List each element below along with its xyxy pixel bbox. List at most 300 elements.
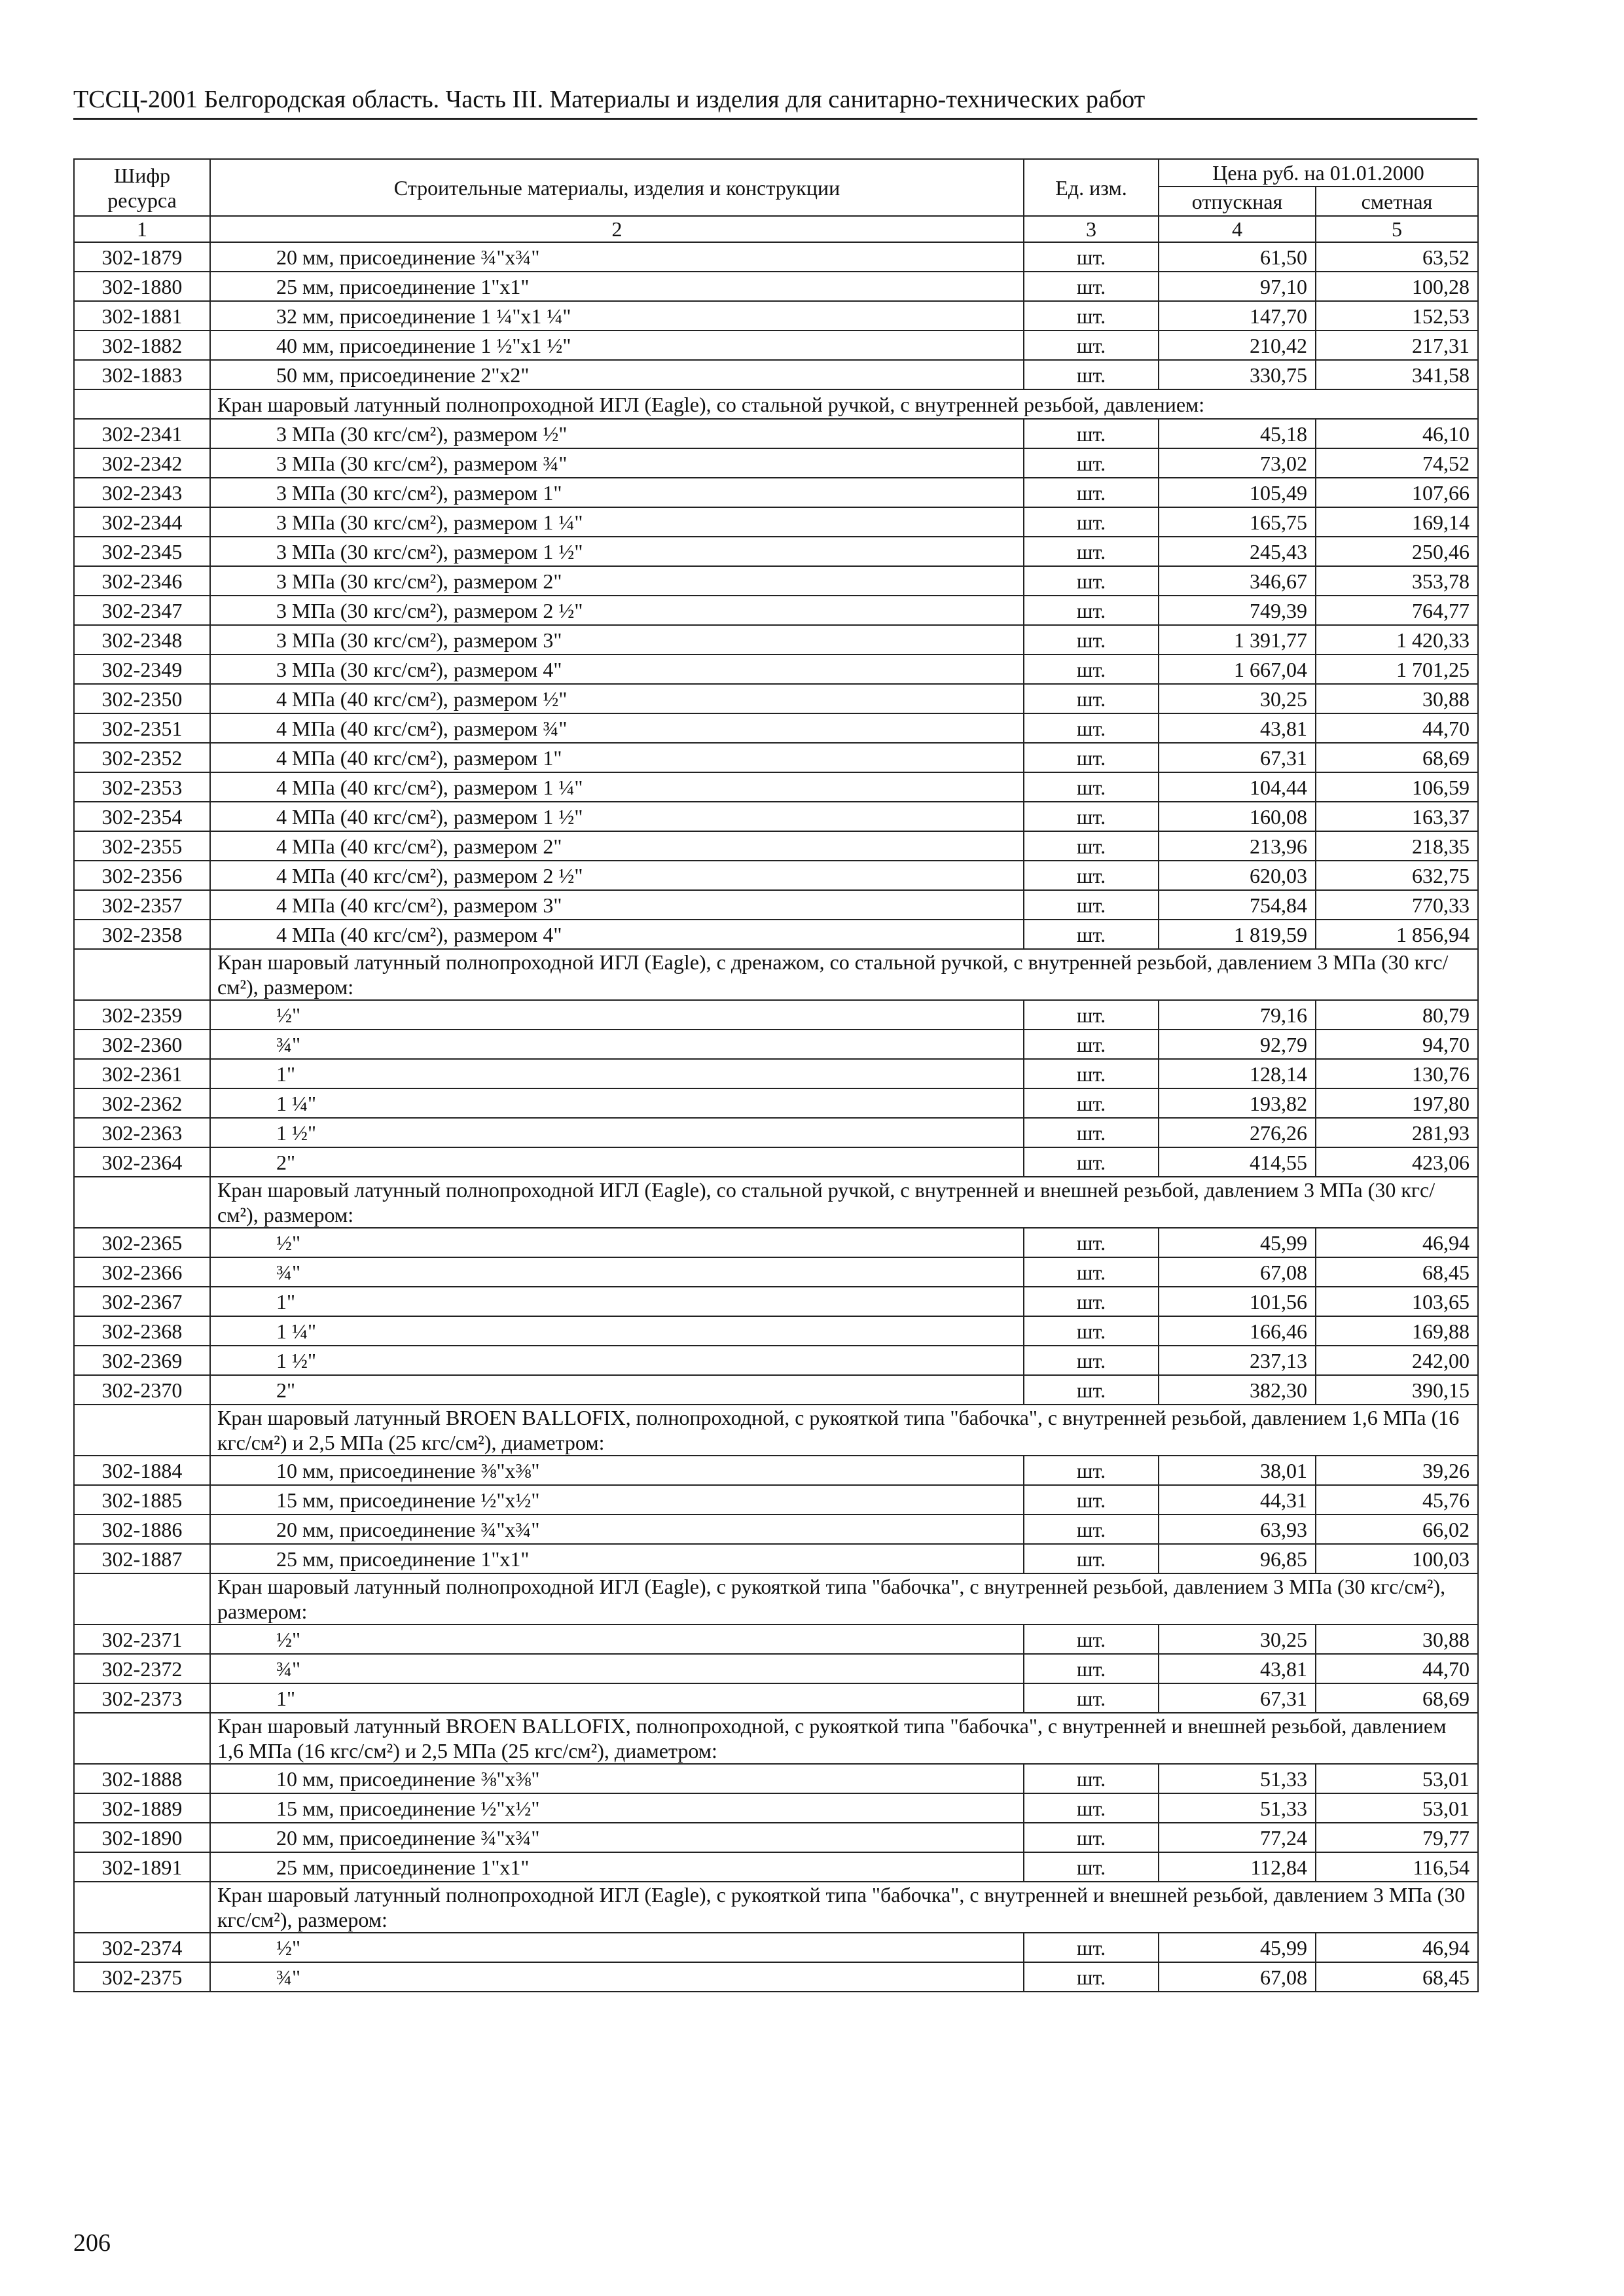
release-price-cell: 276,26 xyxy=(1159,1118,1316,1147)
page-number: 206 xyxy=(73,2229,111,2257)
table-row xyxy=(74,890,1478,920)
release-price-cell: 73,02 xyxy=(1159,448,1316,478)
resource-code-cell: 302-2365 xyxy=(74,1228,210,1257)
release-price-cell: 1 819,59 xyxy=(1159,920,1316,949)
group-title: Кран шаровый латунный полнопроходной ИГЛ (Eagle), с рукояткой типа "бабочка", с внутренней и внешней резьбой, давлением 3 МПа (30 кгс/см²), размером: xyxy=(210,1882,1478,1933)
release-price-cell: 749,39 xyxy=(1159,596,1316,625)
table-row xyxy=(74,1823,1478,1852)
col-header-release-price: отпускная xyxy=(1159,187,1316,216)
release-price-cell: 128,14 xyxy=(1159,1059,1316,1088)
estimate-price-cell: 30,88 xyxy=(1316,1624,1478,1654)
estimate-price-cell: 163,37 xyxy=(1316,802,1478,831)
estimate-price-cell: 46,94 xyxy=(1316,1933,1478,1962)
col-number-5: 5 xyxy=(1316,216,1478,242)
table-row xyxy=(74,861,1478,890)
group-title: Кран шаровый латунный полнопроходной ИГЛ (Eagle), с рукояткой типа "бабочка", с внутренней резьбой, давлением 3 МПа (30 кгс/см²), размером: xyxy=(210,1573,1478,1624)
estimate-price-cell: 68,45 xyxy=(1316,1257,1478,1287)
release-price-cell: 166,46 xyxy=(1159,1316,1316,1346)
resource-code-cell: 302-2346 xyxy=(74,566,210,596)
table-row xyxy=(74,1624,1478,1654)
material-name-cell: 25 мм, присоединение 1"х1" xyxy=(210,272,1024,301)
group-header-row xyxy=(74,1713,1478,1764)
material-name-cell: ½" xyxy=(210,1933,1024,1962)
material-name-cell: 1" xyxy=(210,1683,1024,1713)
estimate-price-cell: 68,69 xyxy=(1316,1683,1478,1713)
estimate-price-cell: 30,88 xyxy=(1316,684,1478,713)
unit-cell: шт. xyxy=(1024,1624,1159,1654)
table-row xyxy=(74,1228,1478,1257)
estimate-price-cell: 45,76 xyxy=(1316,1485,1478,1515)
material-name-cell: 2" xyxy=(210,1375,1024,1405)
unit-cell: шт. xyxy=(1024,1088,1159,1118)
table-row xyxy=(74,596,1478,625)
estimate-price-cell: 353,78 xyxy=(1316,566,1478,596)
material-name-cell: 4 МПа (40 кгс/см²), размером 2 ½" xyxy=(210,861,1024,890)
table-row xyxy=(74,566,1478,596)
table-row xyxy=(74,743,1478,772)
resource-code-cell: 302-2349 xyxy=(74,655,210,684)
table-row xyxy=(74,1793,1478,1823)
unit-cell: шт. xyxy=(1024,1515,1159,1544)
material-name-cell: ¾" xyxy=(210,1962,1024,1992)
resource-code-cell: 302-2354 xyxy=(74,802,210,831)
estimate-price-cell: 46,94 xyxy=(1316,1228,1478,1257)
estimate-price-cell: 68,69 xyxy=(1316,743,1478,772)
table-row xyxy=(74,272,1478,301)
release-price-cell: 61,50 xyxy=(1159,242,1316,272)
estimate-price-cell: 130,76 xyxy=(1316,1059,1478,1088)
material-name-cell: 25 мм, присоединение 1"х1" xyxy=(210,1852,1024,1882)
release-price-cell: 77,24 xyxy=(1159,1823,1316,1852)
resource-code-cell: 302-1890 xyxy=(74,1823,210,1852)
material-name-cell: 3 МПа (30 кгс/см²), размером 3" xyxy=(210,625,1024,655)
release-price-cell: 43,81 xyxy=(1159,713,1316,743)
resource-code-cell: 302-2350 xyxy=(74,684,210,713)
release-price-cell: 45,99 xyxy=(1159,1933,1316,1962)
table-row xyxy=(74,1118,1478,1147)
unit-cell: шт. xyxy=(1024,1823,1159,1852)
material-name-cell: 4 МПа (40 кгс/см²), размером 1" xyxy=(210,743,1024,772)
release-price-cell: 45,18 xyxy=(1159,419,1316,448)
col-number-3: 3 xyxy=(1024,216,1159,242)
group-header-row xyxy=(74,389,1478,419)
material-name-cell: 4 МПа (40 кгс/см²), размером 3" xyxy=(210,890,1024,920)
col-number-1: 1 xyxy=(74,216,210,242)
group-title: Кран шаровый латунный полнопроходной ИГЛ (Eagle), со стальной ручкой, с внутренней и внешней резьбой, давлением 3 МПа (30 кгс/см²), размером: xyxy=(210,1177,1478,1228)
resource-code-cell: 302-2355 xyxy=(74,831,210,861)
resource-code-cell: 302-2352 xyxy=(74,743,210,772)
table-row xyxy=(74,1257,1478,1287)
unit-cell: шт. xyxy=(1024,1147,1159,1177)
resource-code-cell: 302-2341 xyxy=(74,419,210,448)
resource-code-cell: 302-1889 xyxy=(74,1793,210,1823)
unit-cell: шт. xyxy=(1024,301,1159,331)
unit-cell: шт. xyxy=(1024,684,1159,713)
estimate-price-cell: 53,01 xyxy=(1316,1764,1478,1793)
estimate-price-cell: 169,88 xyxy=(1316,1316,1478,1346)
estimate-price-cell: 106,59 xyxy=(1316,772,1478,802)
estimate-price-cell: 53,01 xyxy=(1316,1793,1478,1823)
estimate-price-cell: 281,93 xyxy=(1316,1118,1478,1147)
unit-cell: шт. xyxy=(1024,1118,1159,1147)
release-price-cell: 96,85 xyxy=(1159,1544,1316,1573)
release-price-cell: 210,42 xyxy=(1159,331,1316,360)
release-price-cell: 67,31 xyxy=(1159,1683,1316,1713)
col-header-unit: Ед. изм. xyxy=(1024,159,1159,216)
material-name-cell: ½" xyxy=(210,1624,1024,1654)
resource-code-cell: 302-2366 xyxy=(74,1257,210,1287)
price-table-body xyxy=(74,242,1478,1992)
resource-code-cell: 302-2343 xyxy=(74,478,210,507)
material-name-cell: 25 мм, присоединение 1"х1" xyxy=(210,1544,1024,1573)
unit-cell: шт. xyxy=(1024,242,1159,272)
material-name-cell: 3 МПа (30 кгс/см²), размером 4" xyxy=(210,655,1024,684)
page-header-title: ТССЦ-2001 Белгородская область. Часть III. Материалы и изделия для санитарно-технических работ xyxy=(73,86,1146,113)
resource-code-cell: 302-2367 xyxy=(74,1287,210,1316)
estimate-price-cell: 764,77 xyxy=(1316,596,1478,625)
estimate-price-cell: 1 856,94 xyxy=(1316,920,1478,949)
table-row xyxy=(74,655,1478,684)
table-row xyxy=(74,1485,1478,1515)
resource-code-cell: 302-2372 xyxy=(74,1654,210,1683)
estimate-price-cell: 44,70 xyxy=(1316,1654,1478,1683)
estimate-price-cell: 423,06 xyxy=(1316,1147,1478,1177)
resource-code-cell: 302-1888 xyxy=(74,1764,210,1793)
resource-code-cell: 302-2358 xyxy=(74,920,210,949)
release-price-cell: 105,49 xyxy=(1159,478,1316,507)
table-row xyxy=(74,242,1478,272)
unit-cell: шт. xyxy=(1024,1485,1159,1515)
resource-code-cell: 302-2375 xyxy=(74,1962,210,1992)
material-name-cell: ¾" xyxy=(210,1654,1024,1683)
material-name-cell: 4 МПа (40 кгс/см²), размером 1 ¼" xyxy=(210,772,1024,802)
resource-code-cell: 302-1886 xyxy=(74,1515,210,1544)
estimate-price-cell: 1 701,25 xyxy=(1316,655,1478,684)
col-header-name: Строительные материалы, изделия и конструкции xyxy=(210,159,1024,216)
table-row xyxy=(74,448,1478,478)
release-price-cell: 104,44 xyxy=(1159,772,1316,802)
estimate-price-cell: 80,79 xyxy=(1316,1000,1478,1030)
group-code-cell xyxy=(74,1405,210,1456)
table-row xyxy=(74,1764,1478,1793)
material-name-cell: 15 мм, присоединение ½"х½" xyxy=(210,1793,1024,1823)
material-name-cell: 4 МПа (40 кгс/см²), размером ½" xyxy=(210,684,1024,713)
unit-cell: шт. xyxy=(1024,1962,1159,1992)
table-row xyxy=(74,1933,1478,1962)
material-name-cell: 3 МПа (30 кгс/см²), размером ¾" xyxy=(210,448,1024,478)
resource-code-cell: 302-2357 xyxy=(74,890,210,920)
release-price-cell: 346,67 xyxy=(1159,566,1316,596)
material-name-cell: 3 МПа (30 кгс/см²), размером 2" xyxy=(210,566,1024,596)
unit-cell: шт. xyxy=(1024,1852,1159,1882)
table-row xyxy=(74,1088,1478,1118)
material-name-cell: ½" xyxy=(210,1000,1024,1030)
resource-code-cell: 302-1884 xyxy=(74,1456,210,1485)
estimate-price-cell: 44,70 xyxy=(1316,713,1478,743)
price-table xyxy=(73,158,1479,1992)
resource-code-cell: 302-2356 xyxy=(74,861,210,890)
release-price-cell: 45,99 xyxy=(1159,1228,1316,1257)
group-title: Кран шаровый латунный полнопроходной ИГЛ (Eagle), со стальной ручкой, с внутренней резьбой, давлением: xyxy=(210,389,1478,419)
unit-cell: шт. xyxy=(1024,448,1159,478)
release-price-cell: 67,08 xyxy=(1159,1257,1316,1287)
resource-code-cell: 302-1880 xyxy=(74,272,210,301)
material-name-cell: 1 ¼" xyxy=(210,1088,1024,1118)
resource-code-cell: 302-2373 xyxy=(74,1683,210,1713)
table-row xyxy=(74,507,1478,537)
estimate-price-cell: 94,70 xyxy=(1316,1030,1478,1059)
material-name-cell: 3 МПа (30 кгс/см²), размером ½" xyxy=(210,419,1024,448)
table-row xyxy=(74,1456,1478,1485)
release-price-cell: 67,08 xyxy=(1159,1962,1316,1992)
table-row xyxy=(74,1030,1478,1059)
group-header-row xyxy=(74,1573,1478,1624)
release-price-cell: 237,13 xyxy=(1159,1346,1316,1375)
resource-code-cell: 302-2374 xyxy=(74,1933,210,1962)
resource-code-cell: 302-2371 xyxy=(74,1624,210,1654)
resource-code-cell: 302-1881 xyxy=(74,301,210,331)
col-header-estimate-price: сметная xyxy=(1316,187,1478,216)
resource-code-cell: 302-1891 xyxy=(74,1852,210,1882)
header-divider xyxy=(73,118,1477,120)
table-row xyxy=(74,1683,1478,1713)
unit-cell: шт. xyxy=(1024,1287,1159,1316)
release-price-cell: 51,33 xyxy=(1159,1764,1316,1793)
material-name-cell: 3 МПа (30 кгс/см²), размером 1" xyxy=(210,478,1024,507)
group-code-cell xyxy=(74,1177,210,1228)
material-name-cell: 4 МПа (40 кгс/см²), размером 1 ½" xyxy=(210,802,1024,831)
release-price-cell: 245,43 xyxy=(1159,537,1316,566)
col-header-price: Цена руб. на 01.01.2000 xyxy=(1159,159,1478,187)
material-name-cell: 2" xyxy=(210,1147,1024,1177)
material-name-cell: 1 ¼" xyxy=(210,1316,1024,1346)
group-header-row xyxy=(74,1177,1478,1228)
material-name-cell: 20 мм, присоединение ¾"х¾" xyxy=(210,1823,1024,1852)
unit-cell: шт. xyxy=(1024,1683,1159,1713)
table-row xyxy=(74,419,1478,448)
col-header-code: Шифр ресурса xyxy=(74,159,210,216)
release-price-cell: 330,75 xyxy=(1159,360,1316,389)
unit-cell: шт. xyxy=(1024,655,1159,684)
unit-cell: шт. xyxy=(1024,1030,1159,1059)
material-name-cell: 3 МПа (30 кгс/см²), размером 1 ¼" xyxy=(210,507,1024,537)
material-name-cell: 1 ½" xyxy=(210,1118,1024,1147)
resource-code-cell: 302-2362 xyxy=(74,1088,210,1118)
unit-cell: шт. xyxy=(1024,507,1159,537)
resource-code-cell: 302-1883 xyxy=(74,360,210,389)
resource-code-cell: 302-2361 xyxy=(74,1059,210,1088)
estimate-price-cell: 39,26 xyxy=(1316,1456,1478,1485)
release-price-cell: 414,55 xyxy=(1159,1147,1316,1177)
material-name-cell: ½" xyxy=(210,1228,1024,1257)
group-title: Кран шаровый латунный BROEN BALLOFIX, полнопроходной, с рукояткой типа "бабочка", с внутренней резьбой, давлением 1,6 МПа (16 кгс/см²) и 2,5 МПа (25 кгс/см²), диаметром: xyxy=(210,1405,1478,1456)
release-price-cell: 63,93 xyxy=(1159,1515,1316,1544)
table-row xyxy=(74,1962,1478,1992)
release-price-cell: 213,96 xyxy=(1159,831,1316,861)
unit-cell: шт. xyxy=(1024,772,1159,802)
estimate-price-cell: 341,58 xyxy=(1316,360,1478,389)
material-name-cell: 20 мм, присоединение ¾"х¾" xyxy=(210,242,1024,272)
table-row xyxy=(74,684,1478,713)
resource-code-cell: 302-2345 xyxy=(74,537,210,566)
resource-code-cell: 302-2363 xyxy=(74,1118,210,1147)
release-price-cell: 92,79 xyxy=(1159,1030,1316,1059)
group-header-row xyxy=(74,1882,1478,1933)
unit-cell: шт. xyxy=(1024,1375,1159,1405)
estimate-price-cell: 197,80 xyxy=(1316,1088,1478,1118)
unit-cell: шт. xyxy=(1024,331,1159,360)
material-name-cell: 1" xyxy=(210,1059,1024,1088)
estimate-price-cell: 217,31 xyxy=(1316,331,1478,360)
release-price-cell: 193,82 xyxy=(1159,1088,1316,1118)
resource-code-cell: 302-2368 xyxy=(74,1316,210,1346)
table-row xyxy=(74,1544,1478,1573)
group-header-row xyxy=(74,949,1478,1000)
unit-cell: шт. xyxy=(1024,1544,1159,1573)
release-price-cell: 1 667,04 xyxy=(1159,655,1316,684)
table-row xyxy=(74,625,1478,655)
estimate-price-cell: 46,10 xyxy=(1316,419,1478,448)
table-row xyxy=(74,1147,1478,1177)
material-name-cell: 1 ½" xyxy=(210,1346,1024,1375)
material-name-cell: ¾" xyxy=(210,1030,1024,1059)
group-title: Кран шаровый латунный BROEN BALLOFIX, полнопроходной, с рукояткой типа "бабочка", с внутренней и внешней резьбой, давлением 1,6 МПа (16 кгс/см²) и 2,5 МПа (25 кгс/см²), диаметром: xyxy=(210,1713,1478,1764)
table-row xyxy=(74,1000,1478,1030)
estimate-price-cell: 632,75 xyxy=(1316,861,1478,890)
estimate-price-cell: 103,65 xyxy=(1316,1287,1478,1316)
unit-cell: шт. xyxy=(1024,861,1159,890)
estimate-price-cell: 390,15 xyxy=(1316,1375,1478,1405)
estimate-price-cell: 218,35 xyxy=(1316,831,1478,861)
table-row xyxy=(74,331,1478,360)
release-price-cell: 51,33 xyxy=(1159,1793,1316,1823)
resource-code-cell: 302-2344 xyxy=(74,507,210,537)
release-price-cell: 38,01 xyxy=(1159,1456,1316,1485)
material-name-cell: 1" xyxy=(210,1287,1024,1316)
unit-cell: шт. xyxy=(1024,713,1159,743)
table-row xyxy=(74,1059,1478,1088)
unit-cell: шт. xyxy=(1024,566,1159,596)
estimate-price-cell: 1 420,33 xyxy=(1316,625,1478,655)
release-price-cell: 754,84 xyxy=(1159,890,1316,920)
material-name-cell: 3 МПа (30 кгс/см²), размером 2 ½" xyxy=(210,596,1024,625)
release-price-cell: 67,31 xyxy=(1159,743,1316,772)
material-name-cell: 4 МПа (40 кгс/см²), размером ¾" xyxy=(210,713,1024,743)
group-code-cell xyxy=(74,1882,210,1933)
material-name-cell: 3 МПа (30 кгс/см²), размером 1 ½" xyxy=(210,537,1024,566)
unit-cell: шт. xyxy=(1024,1456,1159,1485)
unit-cell: шт. xyxy=(1024,360,1159,389)
estimate-price-cell: 74,52 xyxy=(1316,448,1478,478)
unit-cell: шт. xyxy=(1024,537,1159,566)
material-name-cell: 40 мм, присоединение 1 ½"х1 ½" xyxy=(210,331,1024,360)
unit-cell: шт. xyxy=(1024,596,1159,625)
table-row xyxy=(74,1852,1478,1882)
release-price-cell: 97,10 xyxy=(1159,272,1316,301)
unit-cell: шт. xyxy=(1024,890,1159,920)
estimate-price-cell: 68,45 xyxy=(1316,1962,1478,1992)
group-code-cell xyxy=(74,389,210,419)
resource-code-cell: 302-1879 xyxy=(74,242,210,272)
table-row xyxy=(74,802,1478,831)
table-row xyxy=(74,920,1478,949)
material-name-cell: 32 мм, присоединение 1 ¼"х1 ¼" xyxy=(210,301,1024,331)
release-price-cell: 1 391,77 xyxy=(1159,625,1316,655)
material-name-cell: 4 МПа (40 кгс/см²), размером 4" xyxy=(210,920,1024,949)
unit-cell: шт. xyxy=(1024,1257,1159,1287)
table-row xyxy=(74,1316,1478,1346)
estimate-price-cell: 63,52 xyxy=(1316,242,1478,272)
unit-cell: шт. xyxy=(1024,419,1159,448)
estimate-price-cell: 116,54 xyxy=(1316,1852,1478,1882)
unit-cell: шт. xyxy=(1024,1764,1159,1793)
unit-cell: шт. xyxy=(1024,1793,1159,1823)
material-name-cell: 10 мм, присоединение ⅜"х⅜" xyxy=(210,1764,1024,1793)
estimate-price-cell: 100,28 xyxy=(1316,272,1478,301)
resource-code-cell: 302-2347 xyxy=(74,596,210,625)
release-price-cell: 620,03 xyxy=(1159,861,1316,890)
resource-code-cell: 302-1887 xyxy=(74,1544,210,1573)
unit-cell: шт. xyxy=(1024,478,1159,507)
unit-cell: шт. xyxy=(1024,1346,1159,1375)
release-price-cell: 382,30 xyxy=(1159,1375,1316,1405)
unit-cell: шт. xyxy=(1024,1654,1159,1683)
unit-cell: шт. xyxy=(1024,1000,1159,1030)
material-name-cell: 10 мм, присоединение ⅜"х⅜" xyxy=(210,1456,1024,1485)
estimate-price-cell: 152,53 xyxy=(1316,301,1478,331)
table-row xyxy=(74,1515,1478,1544)
release-price-cell: 43,81 xyxy=(1159,1654,1316,1683)
group-code-cell xyxy=(74,1713,210,1764)
release-price-cell: 30,25 xyxy=(1159,684,1316,713)
resource-code-cell: 302-2360 xyxy=(74,1030,210,1059)
group-code-cell xyxy=(74,949,210,1000)
table-row xyxy=(74,1375,1478,1405)
resource-code-cell: 302-2351 xyxy=(74,713,210,743)
table-row xyxy=(74,772,1478,802)
material-name-cell: ¾" xyxy=(210,1257,1024,1287)
resource-code-cell: 302-2342 xyxy=(74,448,210,478)
release-price-cell: 147,70 xyxy=(1159,301,1316,331)
unit-cell: шт. xyxy=(1024,831,1159,861)
price-table-head xyxy=(74,159,1478,242)
unit-cell: шт. xyxy=(1024,1933,1159,1962)
table-row xyxy=(74,360,1478,389)
release-price-cell: 165,75 xyxy=(1159,507,1316,537)
unit-cell: шт. xyxy=(1024,1228,1159,1257)
material-name-cell: 20 мм, присоединение ¾"х¾" xyxy=(210,1515,1024,1544)
unit-cell: шт. xyxy=(1024,272,1159,301)
release-price-cell: 160,08 xyxy=(1159,802,1316,831)
unit-cell: шт. xyxy=(1024,1316,1159,1346)
release-price-cell: 30,25 xyxy=(1159,1624,1316,1654)
resource-code-cell: 302-1885 xyxy=(74,1485,210,1515)
unit-cell: шт. xyxy=(1024,743,1159,772)
release-price-cell: 44,31 xyxy=(1159,1485,1316,1515)
unit-cell: шт. xyxy=(1024,1059,1159,1088)
resource-code-cell: 302-2370 xyxy=(74,1375,210,1405)
group-title: Кран шаровый латунный полнопроходной ИГЛ (Eagle), с дренажом, со стальной ручкой, с внутренней резьбой, давлением 3 МПа (30 кгс/см²), размером: xyxy=(210,949,1478,1000)
unit-cell: шт. xyxy=(1024,625,1159,655)
unit-cell: шт. xyxy=(1024,920,1159,949)
resource-code-cell: 302-2369 xyxy=(74,1346,210,1375)
table-row xyxy=(74,1287,1478,1316)
table-row xyxy=(74,1654,1478,1683)
estimate-price-cell: 107,66 xyxy=(1316,478,1478,507)
unit-cell: шт. xyxy=(1024,802,1159,831)
estimate-price-cell: 250,46 xyxy=(1316,537,1478,566)
table-row xyxy=(74,478,1478,507)
